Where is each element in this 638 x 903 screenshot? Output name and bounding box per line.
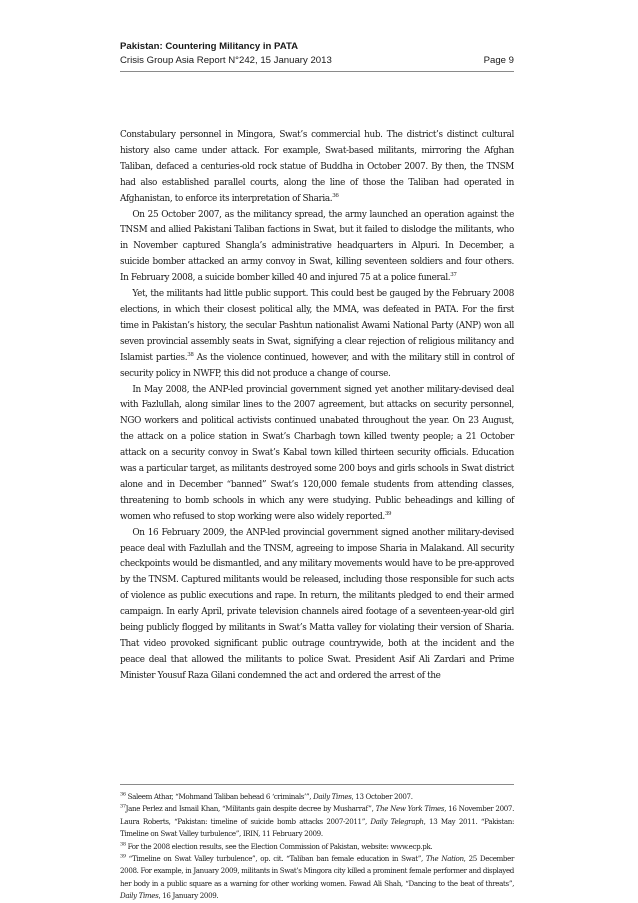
paragraph-1 (120, 128, 514, 208)
paragraph-3-text-b: As the violence continued, however, and with the military still in control of security policy in NWFP, this did not produce a change of course. (120, 352, 514, 379)
footnote-ref-37[interactable]: 37 (450, 272, 457, 279)
footnotes (120, 791, 514, 903)
paragraph-3-text-a: Yet, the militants had little public support. This could best be gauged by the February 2008 elections, in which their closest political ally, the MMA, was defeated in PATA. For the first time in Pakistan’s history, the secular Pashtun nationalist Awami National Party (ANP) won all seven provincial assembly seats in Swat, signifying a clear rejection of religious militancy and Islamist parties. (120, 289, 514, 363)
footnote-37 (120, 803, 514, 840)
footnote-text: , 13 May 2011. “Pakistan: Timeline on Swat Valley turbulence”, IRIN, 11 February 2009. (120, 816, 514, 839)
footnote-number: 36 (120, 791, 126, 798)
header-divider (120, 71, 514, 72)
report-title: Pakistan: Countering Militancy in PATA (120, 41, 299, 52)
paragraph-4 (120, 383, 514, 526)
footnote-36 (120, 791, 514, 803)
footnote-ref-36[interactable]: 36 (332, 192, 339, 199)
report-subtitle-row (120, 54, 514, 68)
footnote-39 (120, 853, 514, 903)
footnote-number: 38 (120, 841, 126, 848)
paragraph-5-text: On 16 February 2009, the ANP-led provincial government signed another military-devised peace deal with Fazlullah and the TNSM, agreeing to impose Sharia in Malakand. All security checkpoints would be dismantled, and any military movements would have to be pre-approved by the TNSM. Captured militants would be released, including those responsible for such acts of violence as public executions and rape. In return, the militants pledged to end their armed campaign. In early April, private television channels aired footage of a seventeen-year-old girl being publicly flogged by militants in Swat’s Matta valley for violating their version of Sharia. That video provoked significant public outrage countrywide, both at the incident and the peace deal that allowed the militants to police Swat. President Asif Ali Zardari and Prime Minister Yousuf Raza Gilani condemned the act and ordered the arrest of the (120, 527, 514, 681)
page-number: Page 9 (483, 55, 514, 66)
footnote-ref-38[interactable]: 38 (187, 351, 194, 358)
footnote-text: Saleem Athar, “Mohmand Taliban behead 6 ‘criminals’”, (125, 792, 314, 801)
body-text (120, 128, 514, 685)
paragraph-1-text: Constabulary personnel in Mingora, Swat’s commercial hub. The district’s distinct cultural history also came under attack. For example, Swat-based militants, mirroring the Afghan Taliban, defaced a centuries-old rock statue of Buddha in October 2007. By then, the TNSM had also established parallel courts, along the line of those the Taliban had operated in Afghanistan, to enforce its interpretation of Sharia. (120, 130, 514, 204)
footnote-number: 39 (120, 853, 126, 860)
report-subtitle: Crisis Group Asia Report N°242, 15 January 2013 (120, 55, 332, 66)
footnote-publication: Daily Times (120, 891, 159, 901)
paragraph-4-text: In May 2008, the ANP-led provincial government signed yet another military-devised deal with Fazlullah, along similar lines to the 2007 agreement, but attacks on security personnel, NGO workers and political activists continued unabated throughout the year. On 23 August, the attack on a police station in Swat’s Charbagh town killed twenty people; a 21 October attack on a security convoy in Swat’s Kabal town killed thirteen security officials. Education was a particular target, as militants destroyed some 200 boys and girls schools in Swat district alone and in December “banned” Swat’s 120,000 female students from attending classes, threatening to bomb schools in which any were studying. Public beheadings and killing of women who refused to stop working were also widely reported. (120, 384, 514, 522)
footnote-publication: Daily Times (313, 792, 352, 801)
paragraph-5 (120, 526, 514, 685)
footnote-38 (120, 841, 514, 853)
paragraph-3 (120, 287, 514, 382)
footnote-text: “Timeline on Swat Valley turbulence”, op. cit. “Taliban ban female education in Swat”, (125, 854, 426, 864)
footnote-divider (120, 784, 514, 785)
footnote-publication: Daily Telegraph (370, 816, 424, 826)
footnote-text: , 16 January 2009. (158, 891, 219, 901)
footnote-number: 37 (120, 804, 126, 811)
footnote-publication: The New York Times (375, 804, 445, 814)
footnote-text: , 13 October 2007. (351, 792, 413, 801)
footnote-ref-39[interactable]: 39 (384, 510, 392, 517)
paragraph-2 (120, 208, 514, 288)
footnote-text: For the 2008 election results, see the Election Commission of Pakistan, website: www.ecp.pk. (125, 841, 433, 851)
paragraph-2-text: On 25 October 2007, as the militancy spread, the army launched an operation against the TNSM and allied Pakistani Taliban factions in Swat, but it failed to dislodge the militants, who in November captured Shangla’s administrative headquarters in Alpuri. In December, a suicide bomber attacked an army convoy in Swat, killing seventeen soldiers and four others. In February 2008, a suicide bomber killed 40 and injured 75 at a police funeral. (120, 209, 514, 284)
footnote-publication: The Nation (425, 854, 464, 864)
footnote-text: Jane Perlez and Ismail Khan, “Militants gain despite decree by Musharraf”, (125, 804, 376, 814)
footnote-text: , 16 November 2007. Laura Roberts, “Pakistan: timeline of suicide bomb attacks 2007-2011”, (120, 804, 514, 826)
footnote-text: , 25 December 2008. For example, in January 2009, militants in Swat’s Mingora city killed a prominent female performer and displayed her body in a public square as a warning for other working women. Fawad Ali Shah, “Dancing to the beat of threats”, (120, 854, 514, 888)
running-header (120, 40, 514, 68)
